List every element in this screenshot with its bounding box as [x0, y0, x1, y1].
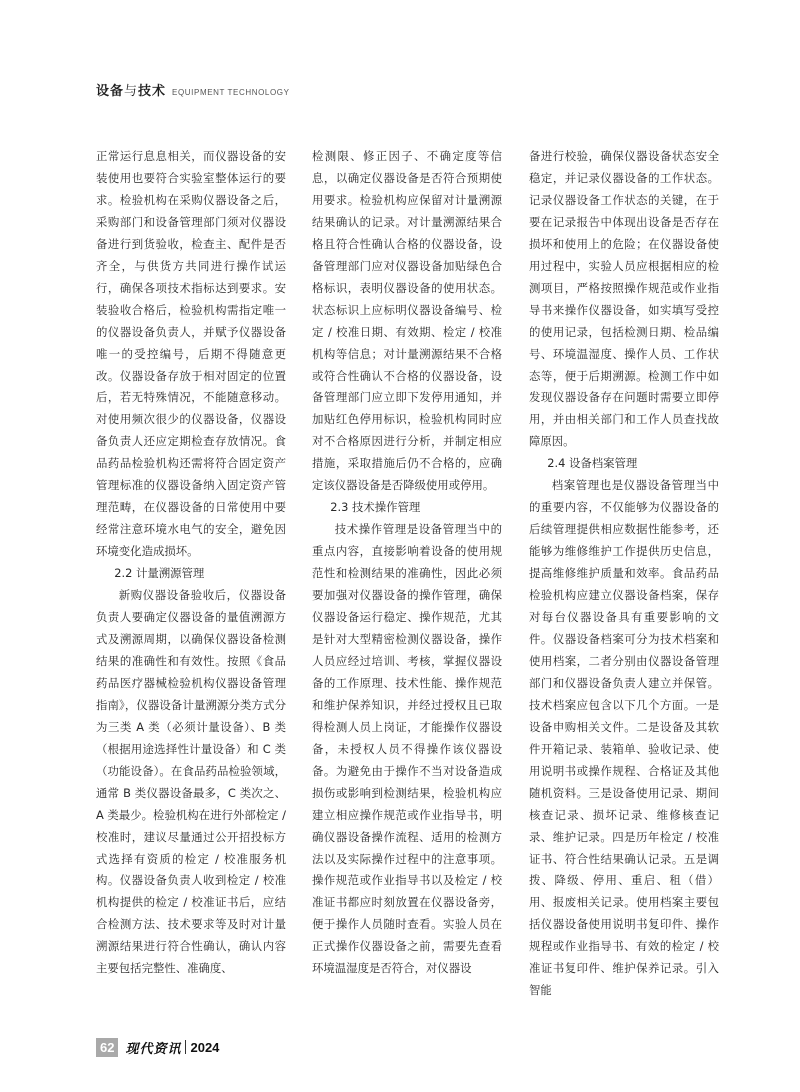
magazine-name: 现代资讯	[125, 1041, 182, 1057]
text-column-3	[529, 146, 719, 1002]
subsection-heading: 2.3 技术操作管理	[330, 500, 421, 515]
paragraph: 备进行校验，确保仪器设备状态安全稳定，并记录仪器设备的工作状态。记录仪器设备工作状态的关键，在于要在记录报告中体现出设备是否存在损坏和使用上的危险；在仪器设备使用过程中，实验人员应根据相应的检测项目，严格按照操作规范或作业指导书来操作仪器设备，如实填写受控的使用记录，包括检测日期、检品编号、环境温湿度、操作人员、工作状态等，便于后期溯源。检测工作中如发现仪器设备存在问题时需要立即停用，并由相关部门和工作人员查找故障原因。	[529, 149, 719, 449]
page-number: 62	[96, 1038, 118, 1057]
running-header	[96, 80, 290, 102]
text-column-2	[312, 146, 502, 980]
paragraph: 技术操作管理是设备管理当中的重点内容，直接影响着设备的使用规范性和检测结果的准确性，因此必须要加强对仪器设备的操作管理，确保仪器设备运行稳定、操作规范，尤其是针对大型精密检测仪器设备，操作人员应经过培训、考核，掌握仪器设备的工作原理、技术性能、操作规范和维护保养知识，并经过授权且已取得检测人员上岗证，才能操作仪器设备，未授权人员不得操作该仪器设备。为避免由于操作不当对设备造成损伤或影响到检测结果，检验机构应建立相应操作规范或作业指导书，明确仪器设备操作流程、适用的检测方法以及实际操作过程中的注意事项。操作规范或作业指导书以及检定 / 校准证书都应时刻放置在仪器设备旁，便于操作人员随时查看。实验人员在正式操作仪器设备之前，需要先查看环境温湿度是否符合，对仪器设	[312, 522, 502, 976]
text-column-1	[96, 146, 286, 980]
subsection-heading: 2.2 计量溯源管理	[114, 566, 205, 581]
paragraph: 档案管理也是仪器设备管理当中的重要内容，不仅能够为仪器设备的后续管理提供相应数据性能参考，还能够为维修维护工作提供历史信息，提高维修维护质量和效率。食品药品检验机构应建立仪器设备档案，保存对每台仪器设备具有重要影响的文件。仪器设备档案可分为技术档案和使用档案，二者分别由仪器设备管理部门和仪器设备负责人建立并保管。技术档案应包含以下几个方面。一是设备申购相关文件。二是设备及其软件开箱记录、装箱单、验收记录、使用说明书或操作规程、合格证及其他随机资料。三是设备使用记录、期间核查记录、损坏记录、维修核查记录、维护记录。四是历年检定 / 校准证书、符合性结果确认记录。五是调拨、降级、停用、重启、租（借）用、报废相关记录。使用档案主要包括仪器设备使用说明书复印件、操作规程或作业指导书、有效的检定 / 校准证书复印件、维护保养记录。引入智能	[529, 478, 719, 998]
page-footer	[96, 1037, 219, 1057]
paragraph: 检测限、修正因子、不确定度等信息，以确定仪器设备是否符合预期使用要求。检验机构应保留对计量溯源结果确认的记录。对计量溯源结果合格且符合性确认合格的仪器设备，设备管理部门应对仪器设备加贴绿色合格标识，表明仪器设备的使用状态。状态标识上应标明仪器设备编号、检定 / 校准日期、有效期、检定 / 校准机构等信息；对计量溯源结果不合格或符合性确认不合格的仪器设备，设备管理部门应立即下发停用通知，并加贴红色停用标识，检验机构同时应对不合格原因进行分析，并制定相应措施，采取措施后仍不合格的，应确定该仪器设备是否降级使用或停用。	[312, 149, 502, 493]
issue-year: 2024	[190, 1039, 220, 1055]
footer-divider	[185, 1040, 186, 1054]
section-title-en: EQUIPMENT TECHNOLOGY	[172, 88, 290, 97]
section-title: 设备与技术	[96, 84, 167, 99]
subsection-heading: 2.4 设备档案管理	[547, 456, 638, 471]
paragraph: 正常运行息息相关，而仪器设备的安装使用也要符合实验室整体运行的要求。检验机构在采购仪器设备之后，采购部门和设备管理部门须对仪器设备进行到货验收，检查主、配件是否齐全，与供货方共同进行操作试运行，确保各项技术指标达到要求。安装验收合格后，检验机构需指定唯一的仪器设备负责人，并赋予仪器设备唯一的受控编号，后期不得随意更改。仪器设备存放于相对固定的位置后，若无特殊情况，不能随意移动。对使用频次很少的仪器设备，仪器设备负责人还应定期检查存放情况。食品药品检验机构还需将符合固定资产管理标准的仪器设备纳入固定资产管理范畴，在仪器设备的日常使用中要经常注意环境水电气的安全，避免因环境变化造成损坏。	[96, 149, 286, 559]
paragraph: 新购仪器设备验收后，仪器设备负责人要确定仪器设备的量值溯源方式及溯源周期，以确保仪器设备检测结果的准确性和有效性。按照《食品药品医疗器械检验机构仪器设备管理指南》，仪器设备计量溯源分类方式分为三类 A 类（必须计量设备）、B 类（根据用途选择性计量设备）和 C 类（功能设备）。在食品药品检验领域，通常 B 类仪器设备最多，C 类次之、A 类最少。检验机构在进行外部检定 / 校准时，建议尽量通过公开招投标方式选择有资质的检定 / 校准服务机构。仪器设备负责人收到检定 / 校准机构提供的检定 / 校准证书后，应结合检测方法、技术要求等及时对计量溯源结果进行符合性确认，确认内容主要包括完整性、准确度、	[96, 588, 286, 976]
